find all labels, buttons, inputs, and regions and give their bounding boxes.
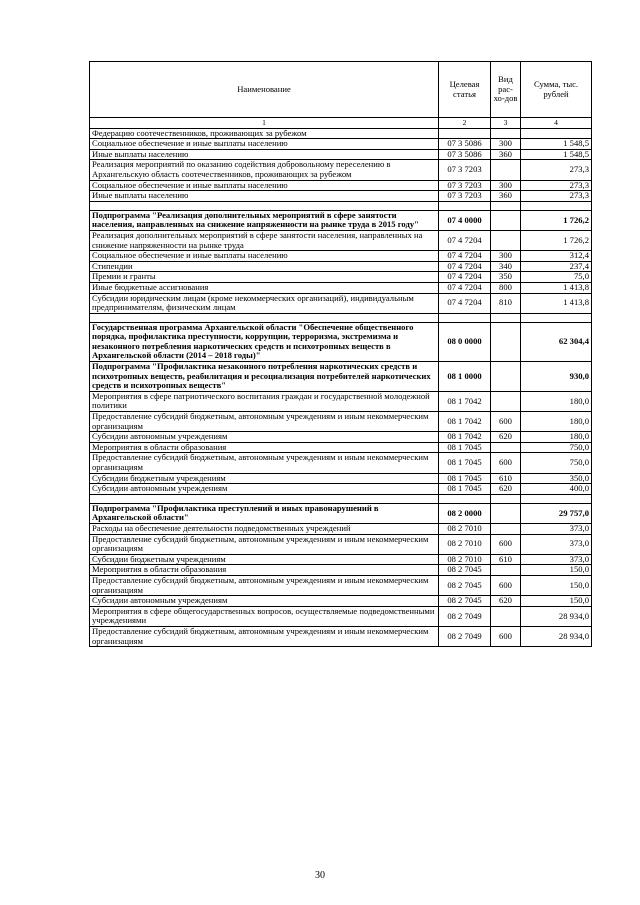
cell-type: 600 <box>491 626 521 646</box>
table-row <box>90 362 592 392</box>
table-row <box>90 180 592 191</box>
cell-sum: 373,0 <box>521 523 592 534</box>
cell-type <box>491 362 521 392</box>
header-code: Целевая статья <box>439 62 491 118</box>
cell-name: Социальное обеспечение и иные выплаты населению <box>90 139 439 150</box>
cell-type <box>491 565 521 576</box>
cell-name: Мероприятия в сфере общегосударственных вопросов, осуществляемые подведомственными учреждениями <box>90 606 439 626</box>
cell-sum: 273,3 <box>521 160 592 180</box>
table-row <box>90 596 592 607</box>
cell-sum: 150,0 <box>521 565 592 576</box>
table-row <box>90 453 592 473</box>
cell-code: 08 1 7042 <box>439 432 491 443</box>
cell-type <box>491 230 521 250</box>
table-row <box>90 160 592 180</box>
table-row <box>90 139 592 150</box>
cell-type: 300 <box>491 251 521 262</box>
budget-table <box>89 61 592 647</box>
cell-sum: 1 548,5 <box>521 139 592 150</box>
page-number: 30 <box>315 870 325 881</box>
spacer-row <box>90 201 592 210</box>
cell-code: 07 4 7204 <box>439 230 491 250</box>
table-row <box>90 391 592 411</box>
cell-sum: 75,0 <box>521 272 592 283</box>
cell-sum: 180,0 <box>521 412 592 432</box>
cell-name: Предоставление субсидий бюджетным, автономным учреждениям и иным некоммерческим организациям <box>90 534 439 554</box>
table-row <box>90 484 592 495</box>
cell-sum: 1 413,8 <box>521 293 592 313</box>
cell-code: 08 2 7045 <box>439 596 491 607</box>
table-row <box>90 261 592 272</box>
cell-name <box>90 201 439 210</box>
cell-code: 07 4 7204 <box>439 293 491 313</box>
cell-name: Подпрограмма "Профилактика преступлений и иных правонарушений в Архангельской области" <box>90 503 439 523</box>
cell-sum: 150,0 <box>521 575 592 595</box>
cell-name: Реализация дополнительных мероприятий в сфере занятости населения, направленных на снижение напряженности на рынке труда <box>90 230 439 250</box>
cell-sum: 750,0 <box>521 453 592 473</box>
spacer-row <box>90 494 592 503</box>
cell-sum <box>521 128 592 139</box>
cell-code: 07 3 7203 <box>439 160 491 180</box>
table-row <box>90 442 592 453</box>
cell-sum: 150,0 <box>521 596 592 607</box>
cell-type: 810 <box>491 293 521 313</box>
cell-sum: 350,0 <box>521 473 592 484</box>
cell-type <box>491 503 521 523</box>
table-row <box>90 626 592 646</box>
cell-type: 600 <box>491 575 521 595</box>
header-sum: Сумма, тыс. рублей <box>521 62 592 118</box>
cell-type <box>491 201 521 210</box>
cell-type: 800 <box>491 282 521 293</box>
cell-sum: 1 413,8 <box>521 282 592 293</box>
cell-sum: 312,4 <box>521 251 592 262</box>
cell-sum: 180,0 <box>521 391 592 411</box>
cell-type: 620 <box>491 484 521 495</box>
cell-sum: 1 726,2 <box>521 230 592 250</box>
cell-name: Федерацию соотечественников, проживающих за рубежом <box>90 128 439 139</box>
cell-name: Иные выплаты населению <box>90 191 439 202</box>
header-name: Наименование <box>90 62 439 118</box>
cell-name: Премии и гранты <box>90 272 439 283</box>
table-row <box>90 149 592 160</box>
cell-code: 08 0 0000 <box>439 322 491 361</box>
cell-sum: 400,0 <box>521 484 592 495</box>
cell-sum: 273,3 <box>521 180 592 191</box>
cell-name: Субсидии бюджетным учреждениям <box>90 473 439 484</box>
table-row <box>90 272 592 283</box>
cell-name: Субсидии бюджетным учреждениям <box>90 554 439 565</box>
cell-type <box>491 391 521 411</box>
cell-type: 610 <box>491 554 521 565</box>
cell-code: 08 2 7049 <box>439 606 491 626</box>
cell-code: 08 2 7010 <box>439 523 491 534</box>
cell-code: 08 2 7010 <box>439 554 491 565</box>
cell-name: Субсидии автономным учреждениям <box>90 432 439 443</box>
cell-sum: 28 934,0 <box>521 626 592 646</box>
cell-type: 600 <box>491 412 521 432</box>
cell-code: 07 4 7204 <box>439 261 491 272</box>
cell-type: 340 <box>491 261 521 272</box>
cell-name: Субсидии автономным учреждениям <box>90 596 439 607</box>
cell-code: 08 1 7042 <box>439 412 491 432</box>
cell-type: 300 <box>491 139 521 150</box>
cell-name: Иные выплаты населению <box>90 149 439 160</box>
column-number: 1 <box>90 118 439 129</box>
cell-name: Субсидии юридическим лицам (кроме некоммерческих организаций), индивидуальным предпринимателям, физическим лицам <box>90 293 439 313</box>
cell-type: 610 <box>491 473 521 484</box>
cell-code: 07 3 5086 <box>439 139 491 150</box>
table-header-row <box>90 62 592 118</box>
table-row <box>90 523 592 534</box>
cell-code: 07 4 7204 <box>439 272 491 283</box>
cell-code: 08 1 7045 <box>439 442 491 453</box>
table-row <box>90 565 592 576</box>
cell-code: 07 3 7203 <box>439 180 491 191</box>
cell-name: Предоставление субсидий бюджетным, автономным учреждениям и иным некоммерческим организациям <box>90 575 439 595</box>
cell-name: Предоставление субсидий бюджетным, автономным учреждениям и иным некоммерческим организациям <box>90 412 439 432</box>
cell-code <box>439 494 491 503</box>
table-row <box>90 473 592 484</box>
cell-name: Стипендии <box>90 261 439 272</box>
cell-sum <box>521 494 592 503</box>
table-row <box>90 293 592 313</box>
cell-type: 360 <box>491 191 521 202</box>
table-row <box>90 432 592 443</box>
cell-name: Государственная программа Архангельской области "Обеспечение общественного порядка, профилактика преступности, коррупции, терроризма, экстремизма и незаконного потребления наркотических средств и психотропных веществ в Архангельской области (2014 – 2018 годы)" <box>90 322 439 361</box>
cell-code: 07 3 7203 <box>439 191 491 202</box>
table-body <box>90 128 592 647</box>
cell-code <box>439 201 491 210</box>
cell-type <box>491 210 521 230</box>
cell-code <box>439 313 491 322</box>
cell-type: 350 <box>491 272 521 283</box>
table-row <box>90 230 592 250</box>
column-number: 3 <box>491 118 521 129</box>
cell-code: 08 2 0000 <box>439 503 491 523</box>
cell-type: 360 <box>491 149 521 160</box>
cell-sum: 237,4 <box>521 261 592 272</box>
table-row <box>90 575 592 595</box>
table-row <box>90 322 592 361</box>
cell-sum: 62 304,4 <box>521 322 592 361</box>
cell-type: 300 <box>491 180 521 191</box>
table-row <box>90 251 592 262</box>
cell-name: Социальное обеспечение и иные выплаты населению <box>90 251 439 262</box>
cell-code: 08 1 7045 <box>439 453 491 473</box>
cell-sum: 373,0 <box>521 554 592 565</box>
cell-code: 08 2 7045 <box>439 565 491 576</box>
cell-type <box>491 160 521 180</box>
column-number: 2 <box>439 118 491 129</box>
table-row <box>90 191 592 202</box>
cell-sum: 373,0 <box>521 534 592 554</box>
cell-name: Мероприятия в области образования <box>90 442 439 453</box>
cell-sum: 1 726,2 <box>521 210 592 230</box>
table-row <box>90 554 592 565</box>
table-row <box>90 412 592 432</box>
cell-code: 08 2 7010 <box>439 534 491 554</box>
cell-code: 07 3 5086 <box>439 149 491 160</box>
cell-type <box>491 442 521 453</box>
cell-name: Субсидии автономным учреждениям <box>90 484 439 495</box>
cell-type: 600 <box>491 453 521 473</box>
cell-sum <box>521 313 592 322</box>
cell-type <box>491 523 521 534</box>
cell-code: 08 2 7049 <box>439 626 491 646</box>
cell-code: 08 2 7045 <box>439 575 491 595</box>
cell-name <box>90 313 439 322</box>
cell-sum: 930,0 <box>521 362 592 392</box>
column-number: 4 <box>521 118 592 129</box>
cell-name: Подпрограмма "Реализация дополнительных мероприятий в сфере занятости населения, направленных на снижение напряженности на рынке труда в 2015 году" <box>90 210 439 230</box>
cell-name: Социальное обеспечение и иные выплаты населению <box>90 180 439 191</box>
cell-sum: 273,3 <box>521 191 592 202</box>
table-row <box>90 503 592 523</box>
cell-sum: 1 548,5 <box>521 149 592 160</box>
cell-code: 07 4 7204 <box>439 282 491 293</box>
cell-code <box>439 128 491 139</box>
cell-code: 08 1 0000 <box>439 362 491 392</box>
spacer-row <box>90 313 592 322</box>
cell-name: Предоставление субсидий бюджетным, автономным учреждениям и иным некоммерческим организациям <box>90 626 439 646</box>
cell-sum: 28 934,0 <box>521 606 592 626</box>
cell-type <box>491 322 521 361</box>
header-type: Вид рас-хо-дов <box>491 62 521 118</box>
cell-name: Предоставление субсидий бюджетным, автономным учреждениям и иным некоммерческим организациям <box>90 453 439 473</box>
cell-name: Подпрограмма "Профилактика незаконного потребления наркотических средств и психотропных веществ, реабилитация и ресоциализация потребителей наркотических средств и психотропных веществ" <box>90 362 439 392</box>
cell-type: 620 <box>491 432 521 443</box>
cell-type <box>491 606 521 626</box>
cell-name: Иные бюджетные ассигнования <box>90 282 439 293</box>
cell-type <box>491 128 521 139</box>
cell-name: Расходы на обеспечение деятельности подведомственных учреждений <box>90 523 439 534</box>
cell-code: 08 1 7045 <box>439 484 491 495</box>
table-row <box>90 606 592 626</box>
cell-code: 08 1 7042 <box>439 391 491 411</box>
cell-sum <box>521 201 592 210</box>
cell-type <box>491 494 521 503</box>
cell-code: 07 4 0000 <box>439 210 491 230</box>
cell-type: 600 <box>491 534 521 554</box>
cell-sum: 29 757,0 <box>521 503 592 523</box>
table-row <box>90 282 592 293</box>
cell-name: Мероприятия в области образования <box>90 565 439 576</box>
cell-type: 620 <box>491 596 521 607</box>
table-row <box>90 210 592 230</box>
table-row <box>90 128 592 139</box>
cell-sum: 750,0 <box>521 442 592 453</box>
cell-code: 07 4 7204 <box>439 251 491 262</box>
cell-type <box>491 313 521 322</box>
cell-name <box>90 494 439 503</box>
table-row <box>90 534 592 554</box>
cell-code: 08 1 7045 <box>439 473 491 484</box>
cell-name: Мероприятия в сфере патриотического воспитания граждан и государственной молодежной политики <box>90 391 439 411</box>
cell-name: Реализация мероприятий по оказанию содействия добровольному переселению в Архангельскую область соотечественников, проживающих за рубежом <box>90 160 439 180</box>
cell-sum: 180,0 <box>521 432 592 443</box>
column-number-row <box>90 118 592 129</box>
